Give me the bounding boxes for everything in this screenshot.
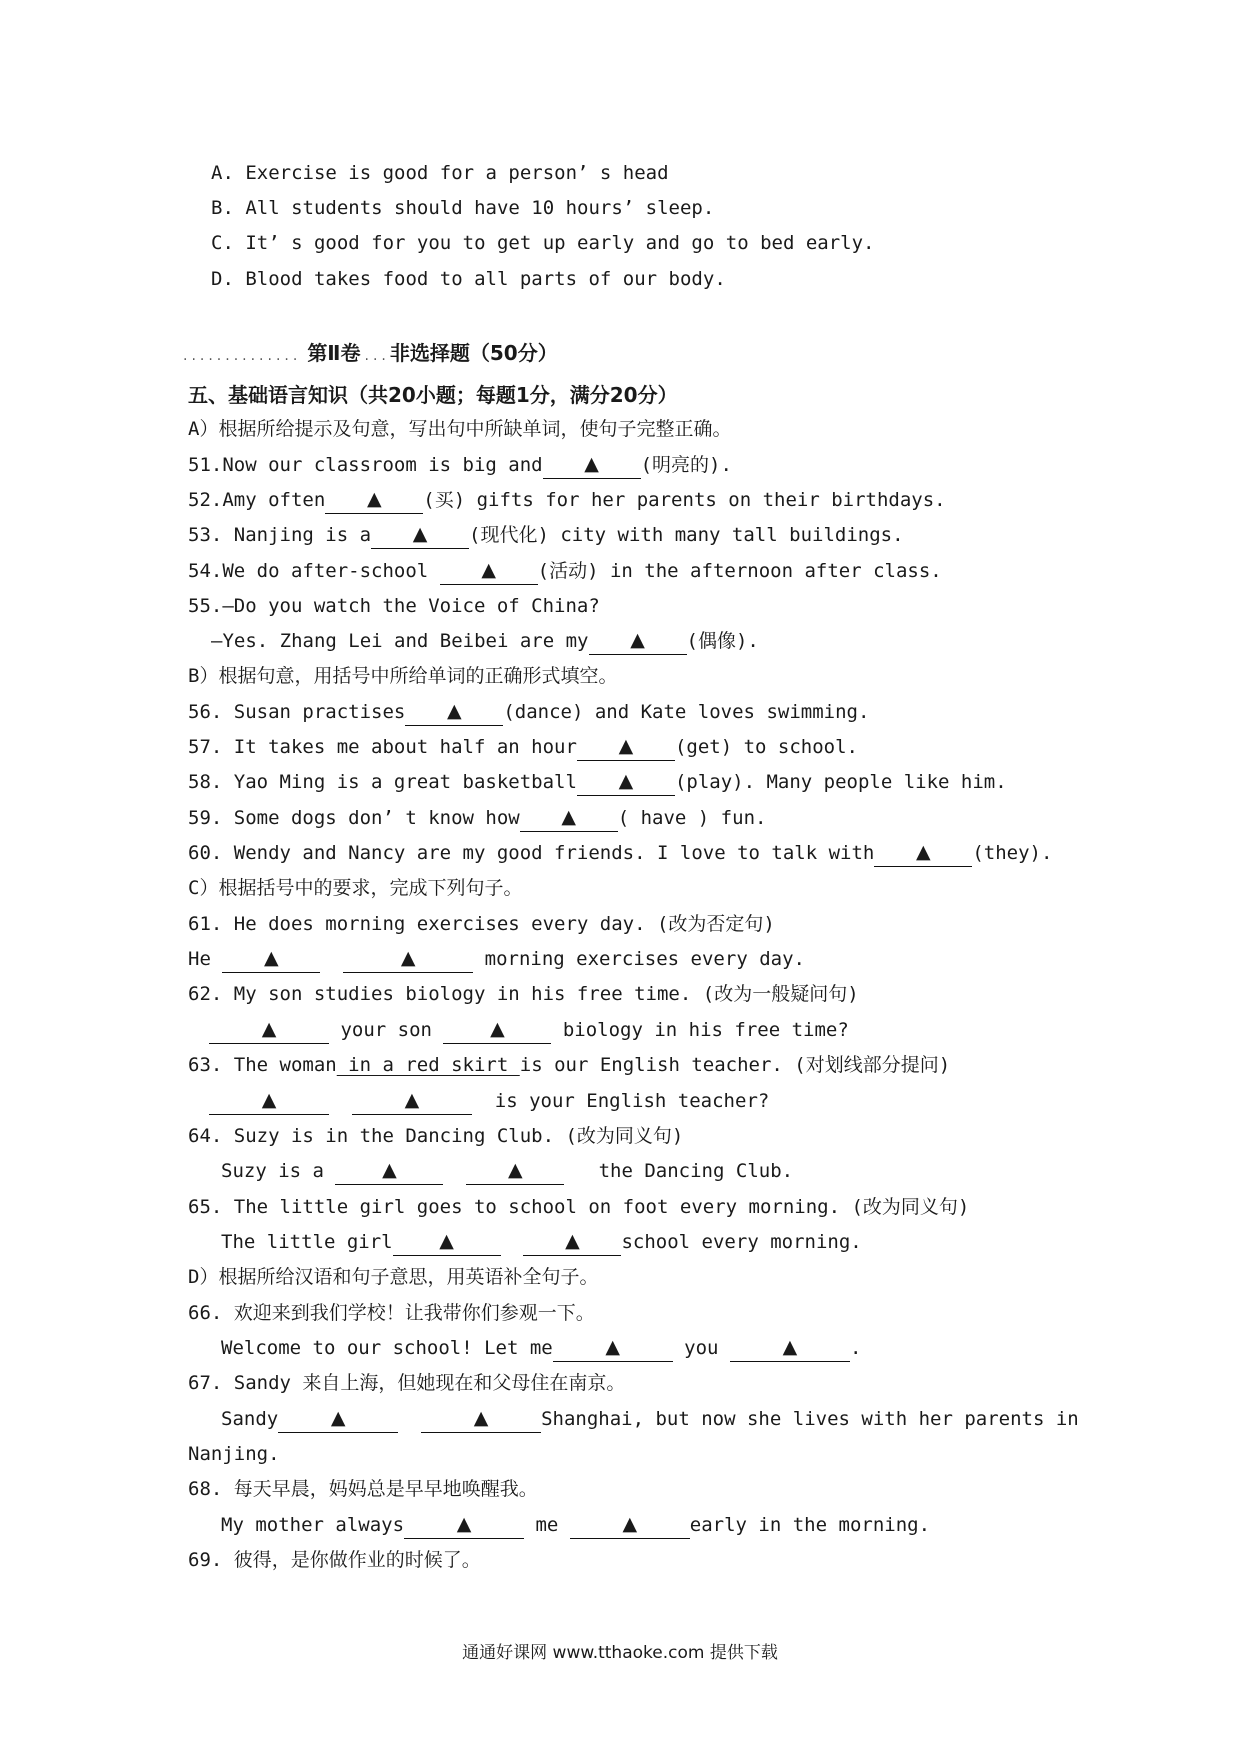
answer-blank[interactable]	[440, 560, 538, 585]
q51-hint: (明亮的).	[640, 454, 732, 476]
answer-blank[interactable]	[466, 1160, 564, 1185]
q59-text: 59. Some dogs don’ t know how	[188, 807, 520, 829]
answer-blank[interactable]	[553, 1337, 673, 1362]
q62-mid: your son	[329, 1019, 444, 1041]
triangle-icon: ▲	[400, 947, 416, 969]
triangle-icon: ▲	[366, 488, 382, 510]
answer-blank[interactable]	[209, 1019, 329, 1044]
leader-dots: ..............	[183, 348, 302, 364]
underlined-phrase: in a red skirt	[336, 1054, 520, 1076]
answer-blank[interactable]	[393, 1231, 501, 1256]
q68-rest: early in the morning.	[689, 1514, 931, 1536]
page-footer: 通通好课网 www.tthaoke.com 提供下载	[462, 1643, 778, 1663]
triangle-icon: ▲	[382, 1159, 397, 1181]
answer-blank[interactable]	[352, 1090, 472, 1115]
triangle-icon: ▲	[404, 1089, 420, 1111]
question-62: 62. My son studies biology in his free time. (改为一般疑问句)	[188, 983, 859, 1005]
question-61: 61. He does morning exercises every day. (改为否定句)	[188, 913, 775, 935]
answer-blank[interactable]	[543, 454, 641, 479]
question-54	[188, 556, 942, 586]
q55-hint: (偶像).	[686, 630, 759, 652]
question-56	[188, 697, 869, 727]
q53-hint: (现代化) city with many tall buildings.	[469, 524, 904, 546]
triangle-icon: ▲	[473, 1407, 489, 1429]
triangle-icon: ▲	[605, 1336, 621, 1358]
q66-text: Welcome to our school! Let me	[221, 1337, 553, 1359]
answer-blank[interactable]	[730, 1337, 850, 1362]
triangle-icon: ▲	[584, 453, 599, 475]
q60-text: 60. Wendy and Nancy are my good friends. I love to talk with	[188, 842, 875, 864]
q68-mid: me	[524, 1514, 570, 1536]
answer-blank[interactable]	[278, 1408, 398, 1433]
answer-blank[interactable]	[405, 701, 503, 726]
question-60	[188, 838, 1052, 868]
question-68-answer	[221, 1510, 930, 1540]
q62-rest: biology in his free time?	[551, 1019, 849, 1041]
question-66-answer	[221, 1333, 861, 1363]
question-64-answer	[221, 1156, 793, 1186]
triangle-icon: ▲	[412, 523, 428, 545]
q63-line2: is your English teacher?	[483, 1090, 770, 1112]
q56-hint: (dance) and Kate loves swimming.	[503, 701, 870, 723]
answer-blank[interactable]	[874, 842, 972, 867]
triangle-icon: ▲	[565, 1230, 580, 1252]
answer-blank[interactable]	[577, 771, 675, 796]
answer-blank[interactable]	[520, 807, 618, 832]
question-61-answer	[188, 944, 805, 974]
q66-end: .	[849, 1337, 862, 1359]
q61-rest: morning exercises every day.	[473, 948, 805, 970]
answer-blank[interactable]	[577, 736, 675, 761]
q58-text: 58. Yao Ming is a great basketball	[188, 771, 577, 793]
q56-text: 56. Susan practises	[188, 701, 406, 723]
question-53	[188, 520, 904, 550]
q57-hint: (get) to school.	[674, 736, 858, 758]
question-67: 67. Sandy 来自上海，但她现在和父母住在南京。	[188, 1372, 626, 1394]
q52-text: 52.Amy often	[188, 489, 326, 511]
answer-blank[interactable]	[570, 1514, 690, 1539]
answer-blank[interactable]	[523, 1231, 621, 1256]
answer-blank[interactable]	[343, 948, 473, 973]
q67-text: Sandy	[221, 1408, 279, 1430]
question-66: 66. 欢迎来到我们学校！让我带你们参观一下。	[188, 1302, 595, 1324]
question-58	[188, 767, 1007, 797]
answer-blank[interactable]	[421, 1408, 541, 1433]
part-b-instruction: B）根据句意，用括号中所给单词的正确形式填空。	[188, 665, 618, 687]
question-59	[188, 803, 766, 833]
triangle-icon: ▲	[782, 1336, 798, 1358]
paper-title-left: 第Ⅱ卷	[307, 341, 361, 365]
answer-blank[interactable]	[371, 524, 469, 549]
question-67-continuation: Nanjing.	[188, 1443, 280, 1465]
triangle-icon: ▲	[622, 1513, 638, 1535]
question-55: 55.—Do you watch the Voice of China?	[188, 595, 600, 617]
triangle-icon: ▲	[507, 1159, 523, 1181]
q59-hint: ( have ) fun.	[617, 807, 767, 829]
question-64: 64. Suzy is in the Dancing Club. (改为同义句)	[188, 1125, 684, 1147]
part-a-instruction: A）根据所给提示及句意，写出句中所缺单词，使句子完整正确。	[188, 418, 732, 440]
triangle-icon: ▲	[261, 1089, 277, 1111]
q54-text: 54.We do after-school	[188, 560, 440, 582]
question-62-answer	[209, 1015, 849, 1045]
answer-blank[interactable]	[209, 1090, 329, 1115]
triangle-icon: ▲	[618, 735, 634, 757]
q60-hint: (they).	[972, 842, 1053, 864]
q65-text: The little girl	[221, 1231, 393, 1253]
answer-blank[interactable]	[222, 948, 320, 973]
question-57	[188, 732, 858, 762]
q64-rest: the Dancing Club.	[587, 1160, 794, 1182]
triangle-icon: ▲	[456, 1513, 472, 1535]
q61-text: He	[188, 948, 223, 970]
question-63	[188, 1050, 950, 1080]
question-67-answer	[221, 1404, 1079, 1434]
triangle-icon: ▲	[264, 947, 279, 969]
question-68: 68. 每天早晨，妈妈总是早早地唤醒我。	[188, 1478, 538, 1500]
triangle-icon: ▲	[447, 700, 462, 722]
triangle-icon: ▲	[490, 1018, 505, 1040]
option-b: B. All students should have 10 hours’ sleep.	[211, 197, 715, 219]
question-63-answer	[209, 1086, 769, 1116]
paper-title-right: 非选择题（50分）	[389, 341, 558, 365]
q65-rest: school every morning.	[621, 1231, 862, 1253]
triangle-icon: ▲	[481, 559, 496, 581]
question-69: 69. 彼得，是你做作业的时候了。	[188, 1549, 481, 1571]
q68-text: My mother always	[221, 1514, 405, 1536]
q57-text: 57. It takes me about half an hour	[188, 736, 577, 758]
option-d: D. Blood takes food to all parts of our body.	[211, 268, 726, 290]
triangle-icon: ▲	[618, 770, 634, 792]
q67-rest: Shanghai, but now she lives with her parents in	[541, 1408, 1079, 1430]
question-65-answer	[221, 1227, 862, 1257]
q66-mid: you	[672, 1337, 730, 1359]
paper-title	[183, 338, 558, 371]
q51-text: 51.Now our classroom is big and	[188, 454, 543, 476]
triangle-icon: ▲	[630, 629, 645, 651]
q58-hint: (play). Many people like him.	[674, 771, 1007, 793]
q52-hint: (买) gifts for her parents on their birthdays.	[423, 489, 946, 511]
title-dots: ...	[364, 348, 390, 364]
answer-blank[interactable]	[404, 1514, 524, 1539]
triangle-icon: ▲	[261, 1018, 277, 1040]
question-52	[188, 485, 946, 515]
part-c-instruction: C）根据括号中的要求，完成下列句子。	[188, 877, 523, 899]
question-55-answer	[211, 626, 759, 656]
q63-rest: is our English teacher. (对划线部分提问)	[519, 1054, 951, 1076]
part-d-instruction: D）根据所给汉语和句子意思，用英语补全句子。	[188, 1266, 599, 1288]
q53-text: 53. Nanjing is a	[188, 524, 372, 546]
answer-blank[interactable]	[589, 630, 687, 655]
q54-hint: (活动) in the afternoon after class.	[537, 560, 942, 582]
triangle-icon: ▲	[916, 841, 931, 863]
option-a: A. Exercise is good for a person’ s head	[211, 162, 669, 184]
answer-blank[interactable]	[443, 1019, 551, 1044]
answer-blank[interactable]	[325, 489, 423, 514]
q63-text: 63. The woman	[188, 1054, 337, 1076]
answer-blank[interactable]	[335, 1160, 443, 1185]
question-51	[188, 450, 732, 480]
option-c: C. It’ s good for you to get up early and go to bed early.	[211, 232, 875, 254]
q64-text: Suzy is a	[221, 1160, 336, 1182]
triangle-icon: ▲	[439, 1230, 454, 1252]
section-5-title: 五、基础语言知识（共20小题；每题1分，满分20分）	[188, 383, 678, 407]
triangle-icon: ▲	[330, 1407, 346, 1429]
question-65: 65. The little girl goes to school on foot every morning. (改为同义句)	[188, 1196, 970, 1218]
q55-text: —Yes. Zhang Lei and Beibei are my	[211, 630, 589, 652]
triangle-icon: ▲	[561, 806, 577, 828]
